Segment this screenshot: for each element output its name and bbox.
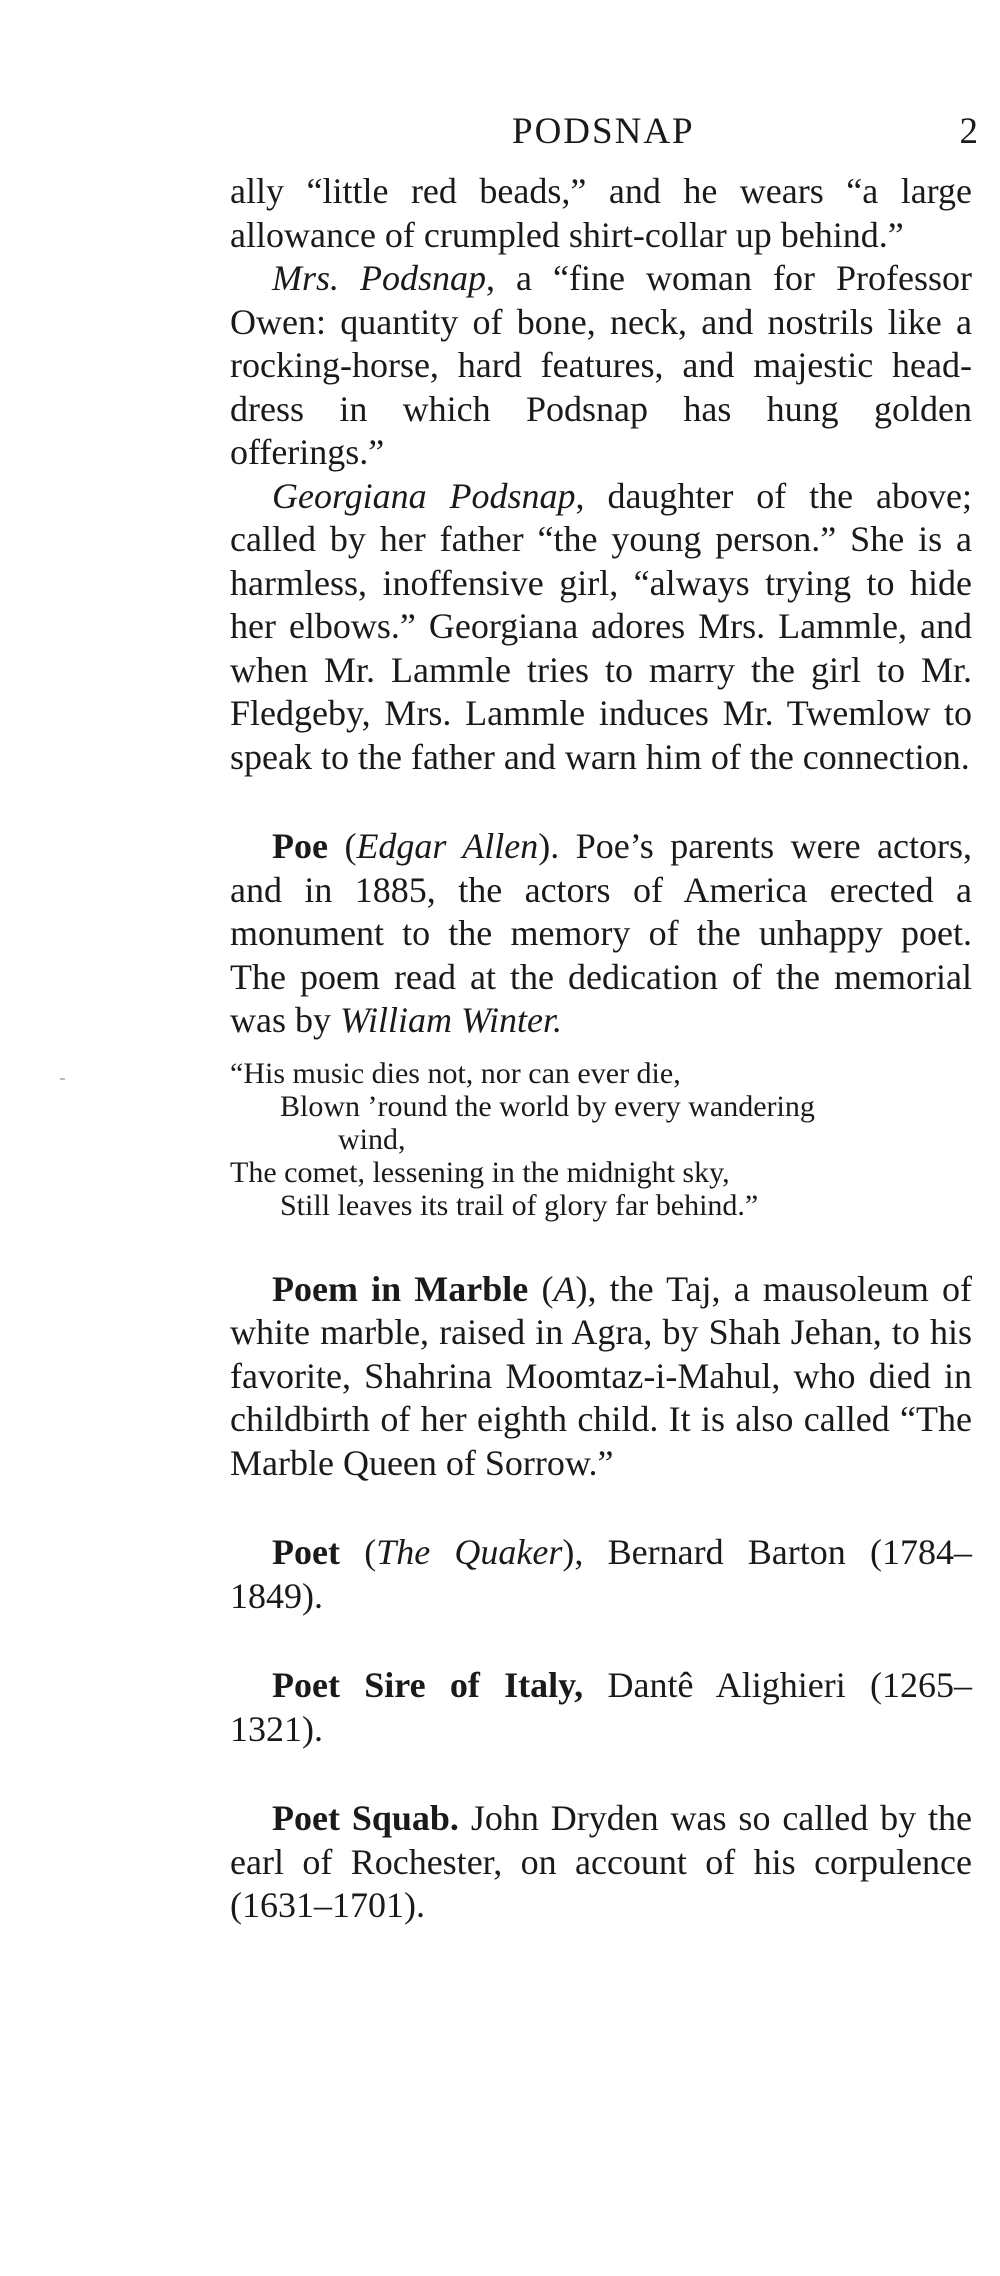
close-paren: ) (575, 1268, 588, 1309)
entry-headword: Poet Squab. (272, 1798, 459, 1838)
running-head (230, 110, 978, 170)
quoted-poem (230, 1057, 972, 1222)
entry-poem-in-marble (230, 1268, 972, 1486)
georgiana-name: Georgiana Podsnap (272, 475, 576, 516)
entry-poet-squab (230, 1797, 972, 1928)
mrs-podsnap-paragraph (230, 257, 972, 475)
continuation-paragraph (230, 170, 972, 257)
page-number: 2 (959, 111, 978, 152)
close-paren: ). (538, 826, 560, 866)
entry-text: Poe’s parents were actors, and in 1885, the actors of America erected a monument to the memory of the unhappy poet. The poem read at the dedication of the memorial was by (230, 826, 972, 1040)
book-page (230, 110, 978, 1928)
mrs-podsnap-name: Mrs. Podsnap (272, 258, 487, 298)
poem-line: Blown ’round the world by every wandering (280, 1089, 815, 1123)
open-paren: ( (327, 826, 357, 866)
poem-line: wind, (338, 1122, 406, 1156)
poem-line: “His music dies not, nor can ever die, (230, 1056, 681, 1090)
entry-headword: Poem in Marble (272, 1268, 529, 1309)
mrs-podsnap-text: , a “fine woman for Professor Owen: quantity of bone, neck, and nostrils like a rocking-horse, hard features, and majestic head-dress in which Podsnap has hung golden offerings.” (230, 258, 972, 472)
entry-paren-name: A (553, 1268, 576, 1309)
georgiana-paragraph (230, 475, 972, 780)
entry-paren-name: The Quaker (376, 1532, 563, 1572)
entry-paren-name: Edgar Allen (356, 826, 539, 866)
entry-text: , the Taj, a mausoleum of white marble, raised in Agra, by Shah Jehan, to his favorite, Shahrina Moomtaz-i-Mahul, who died in childbirth of her eighth child. It is also called “The Marble Queen of Sorrow.” (230, 1268, 972, 1483)
entry-poet-sire-of-italy (230, 1664, 972, 1751)
poem-line: Still leaves its trail of glory far behind.” (280, 1188, 759, 1222)
continuation-text: ally “little red beads,” and he wears “a large allowance of crumpled shirt-collar up behind.” (230, 171, 972, 255)
entry-headword: Poet (272, 1532, 340, 1572)
poem-line: The comet, lessening in the midnight sky, (230, 1155, 730, 1189)
entry-text: Dantê Alighieri (1265–1321). (230, 1665, 972, 1749)
open-paren: ( (339, 1532, 377, 1572)
close-paren: ) (562, 1532, 575, 1572)
running-head-title: PODSNAP (512, 111, 695, 152)
entry-text: , Bernard Barton (1784–1849). (230, 1532, 972, 1616)
entry-headword: Poet Sire of Italy, (272, 1665, 584, 1705)
poem-author: William Winter. (340, 1000, 563, 1040)
entry-poet-quaker (230, 1531, 972, 1618)
entry-poe (230, 825, 972, 1222)
open-paren: ( (528, 1268, 554, 1309)
georgiana-text: , daughter of the above; called by her father “the young person.” She is a harmless, inoffensive girl, “always trying to hide her elbows.” Georgiana adores Mrs. Lammle, and when Mr. Lammle tries to marry the girl to Mr. Fledgeby, Mrs. Lammle induces Mr. Twemlow to speak to the father and warn him of the connection. (230, 475, 972, 777)
scan-speck (60, 1078, 65, 1080)
entry-text: John Dryden was so called by the earl of Rochester, on account of his corpulence (1631–1701). (230, 1798, 973, 1925)
entry-headword: Poe (272, 826, 328, 866)
